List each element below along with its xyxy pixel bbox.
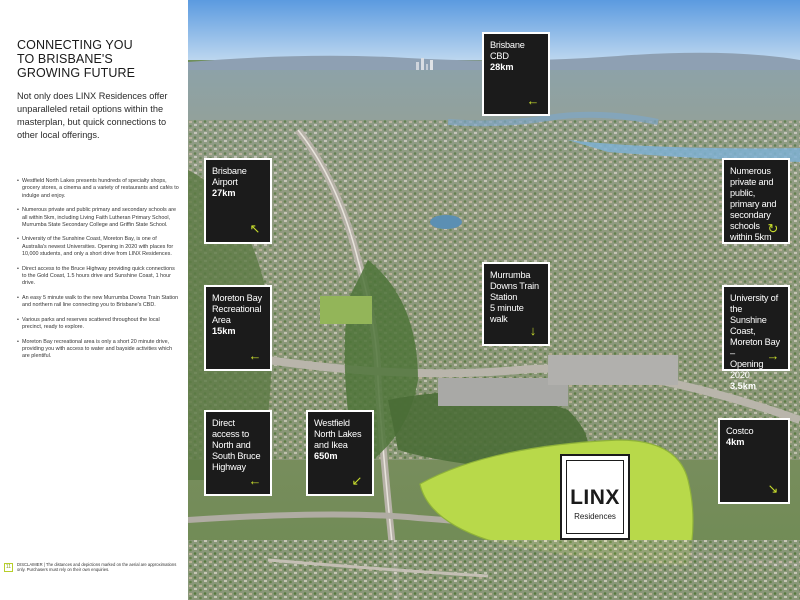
arrow-left-icon: ← (526, 93, 540, 108)
marker-distance: 28km (490, 62, 514, 72)
arrow-up-left-icon: ↖ (249, 221, 261, 236)
marker-distance: 4km (726, 437, 745, 447)
marker-distance: 650m (314, 451, 338, 461)
arrow-down-right-icon: ↘ (767, 481, 779, 496)
logo-subtitle: Residences (574, 512, 616, 521)
marker-distance: 15km (212, 326, 236, 336)
marker-westfield (306, 410, 374, 496)
arrow-left-icon: ← (248, 348, 262, 363)
marker-title: Brisbane CBD (490, 40, 525, 61)
bullet-list (17, 178, 179, 368)
marker-distance: 3.5km (730, 381, 757, 391)
linx-residences-logo (560, 454, 630, 540)
marker-title: Murrumba Downs Train Station 5 minute walk (490, 270, 539, 324)
arrow-down-icon: ↓ (529, 323, 537, 338)
intro-paragraph: Not only does LINX Residences offer unparalleled retail options within the masterplan, but quick connections to other local offerings. (17, 91, 168, 140)
marker-schools (722, 158, 790, 244)
page-number: 11 (5, 564, 12, 570)
marker-costco (718, 418, 790, 504)
marker-title: Brisbane Airport (212, 166, 247, 187)
rotate-arrow-icon: ↻ (767, 221, 779, 236)
marker-title: Westfield North Lakes and Ikea (314, 418, 362, 450)
bullet-item: • Moreton Bay recreational area is only a short 20 minute drive, providing you with access to water and bayside activities which are plentiful. (17, 339, 179, 361)
arrow-down-left-icon: ↙ (351, 473, 363, 488)
arrow-right-icon: → (766, 348, 780, 363)
heading-line: TO BRISBANE'S (17, 52, 113, 66)
bullet-item: • An easy 5 minute walk to the new Murrumba Downs Train Station and northern rail line connecting you to Brisbane's CBD. (17, 295, 179, 310)
marker-brisbane-airport (204, 158, 272, 244)
marker-train-station (482, 262, 550, 346)
bullet-item: • Numerous private and public primary and secondary schools are all within 5km, including Living Faith Lutheran Primary School, Murrumba State Secondary College and Griffin State School. (17, 207, 179, 229)
bullet-item: • University of the Sunshine Coast, Moreton Bay, is one of Australia's newest Universities. Opening in 2020 with places for 10,000 students, and only a short drive from LINX Residences. (17, 236, 179, 258)
arrow-left-icon: ← (248, 473, 262, 488)
marker-bruce-highway (204, 410, 272, 496)
page-heading (17, 38, 177, 80)
marker-brisbane-cbd (482, 32, 550, 116)
bullet-item: • Direct access to the Bruce Highway providing quick connections to the Gold Coast, 1.5 hours drive and Sunshine Coast, 1 hour drive. (17, 266, 179, 288)
marker-title: Numerous private and public, primary and secondary schools within 5km (730, 166, 777, 242)
logo-wordmark: LINX (570, 486, 620, 509)
marker-title: Costco (726, 426, 754, 436)
marker-distance: 27km (212, 188, 236, 198)
marker-title: University of the Sunshine Coast, Moreton Bay – Opening 2020 (730, 293, 780, 380)
text-column (0, 0, 188, 600)
bullet-item: • Various parks and reserves scattered throughout the local precinct, ready to explore. (17, 317, 179, 332)
heading-line: CONNECTING YOU (17, 38, 133, 52)
marker-university (722, 285, 790, 391)
marker-moreton-bay (204, 285, 272, 371)
marker-title: Direct access to North and South Bruce Highway (212, 418, 261, 472)
bullet-item: • Westfield North Lakes presents hundreds of specialty shops, grocery stores, a cinema and a variety of restaurants and cafés to indulge and enjoy. (17, 178, 179, 200)
heading-line: GROWING FUTURE (17, 66, 136, 80)
disclaimer: DISCLAIMER | The distances and depictions marked on the aerial are approximations only. Purchasers must rely on their own enquiries. (17, 562, 177, 573)
marker-title: Moreton Bay Recreational Area (212, 293, 262, 325)
